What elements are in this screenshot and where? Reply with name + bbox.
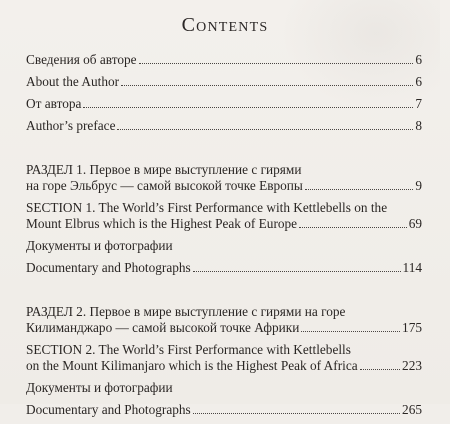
dot-leader bbox=[301, 331, 400, 332]
toc-entry-text-continued: Mount Elbrus which is the Highest Peak of Europe bbox=[26, 216, 298, 231]
dot-leader bbox=[305, 189, 413, 190]
toc-page-number: 114 bbox=[402, 260, 422, 275]
toc-entry-about-author bbox=[26, 74, 422, 90]
toc-page-number: 7 bbox=[415, 96, 422, 111]
toc-entry-text: РАЗДЕЛ 2. Первое в мире выступление с гирями на горе bbox=[26, 304, 346, 319]
toc-entry-text: Документы и фотографии bbox=[26, 380, 173, 395]
toc-entry-documentary-1 bbox=[26, 260, 422, 276]
dot-leader bbox=[193, 271, 401, 272]
toc-page-number: 6 bbox=[415, 74, 422, 89]
toc-entry-documents-ru-2 bbox=[26, 380, 422, 396]
dot-leader bbox=[299, 227, 407, 228]
dot-leader bbox=[117, 129, 413, 130]
toc-page-number: 9 bbox=[415, 178, 422, 193]
dot-leader bbox=[139, 63, 414, 64]
toc-page-number: 265 bbox=[402, 402, 422, 417]
toc-entry-text: Author’s preface bbox=[26, 118, 116, 133]
toc-entry-text: Документы и фотографии bbox=[26, 238, 173, 253]
dot-leader bbox=[360, 369, 400, 370]
toc-entry-text: Сведения об авторе bbox=[26, 52, 137, 67]
toc-page-number: 69 bbox=[408, 216, 422, 231]
toc-entry-text: SECTION 1. The World’s First Performance with Kettlebells on the bbox=[26, 200, 388, 215]
toc-page-number: 175 bbox=[402, 320, 422, 335]
toc-entry-text: About the Author bbox=[26, 74, 120, 89]
dot-leader bbox=[83, 107, 413, 108]
toc-page-number: 223 bbox=[402, 358, 422, 373]
toc-entry-documentary-2 bbox=[26, 402, 422, 418]
toc-entry-text: РАЗДЕЛ 1. Первое в мире выступление с гирями bbox=[26, 162, 302, 177]
toc-entry-authors-preface bbox=[26, 118, 422, 134]
toc-entry-section2-en bbox=[26, 342, 422, 374]
toc-entry-text: SECTION 2. The World’s First Performance with Kettlebells bbox=[26, 342, 351, 357]
toc-entry-author-info-ru bbox=[26, 52, 422, 68]
toc-entry-text: Documentary and Photographs bbox=[26, 402, 191, 417]
toc-entry-text-continued: Килиманджаро — самой высокой точке Африки bbox=[26, 320, 300, 335]
section-gap bbox=[26, 140, 422, 162]
toc-entry-section1-en bbox=[26, 200, 422, 232]
toc-entry-section1-ru bbox=[26, 162, 422, 194]
dot-leader bbox=[121, 85, 413, 86]
contents-heading: Contents bbox=[181, 14, 269, 36]
toc-entry-text: Documentary and Photographs bbox=[26, 260, 191, 275]
toc-entry-documents-ru-1 bbox=[26, 238, 422, 254]
dot-leader bbox=[193, 413, 400, 414]
toc-page-number: 8 bbox=[415, 118, 422, 133]
toc-entry-text: От автора bbox=[26, 96, 82, 111]
section-gap bbox=[26, 282, 422, 304]
toc-entry-text-continued: on the Mount Kilimanjaro which is the Highest Peak of Africa bbox=[26, 358, 358, 373]
toc-entry-from-author-ru bbox=[26, 96, 422, 112]
toc-entry-text-continued: на горе Эльбрус — самой высокой точке Европы bbox=[26, 178, 303, 193]
toc-page-number: 6 bbox=[415, 52, 422, 67]
table-of-contents bbox=[26, 52, 422, 424]
toc-entry-section2-ru bbox=[26, 304, 422, 336]
